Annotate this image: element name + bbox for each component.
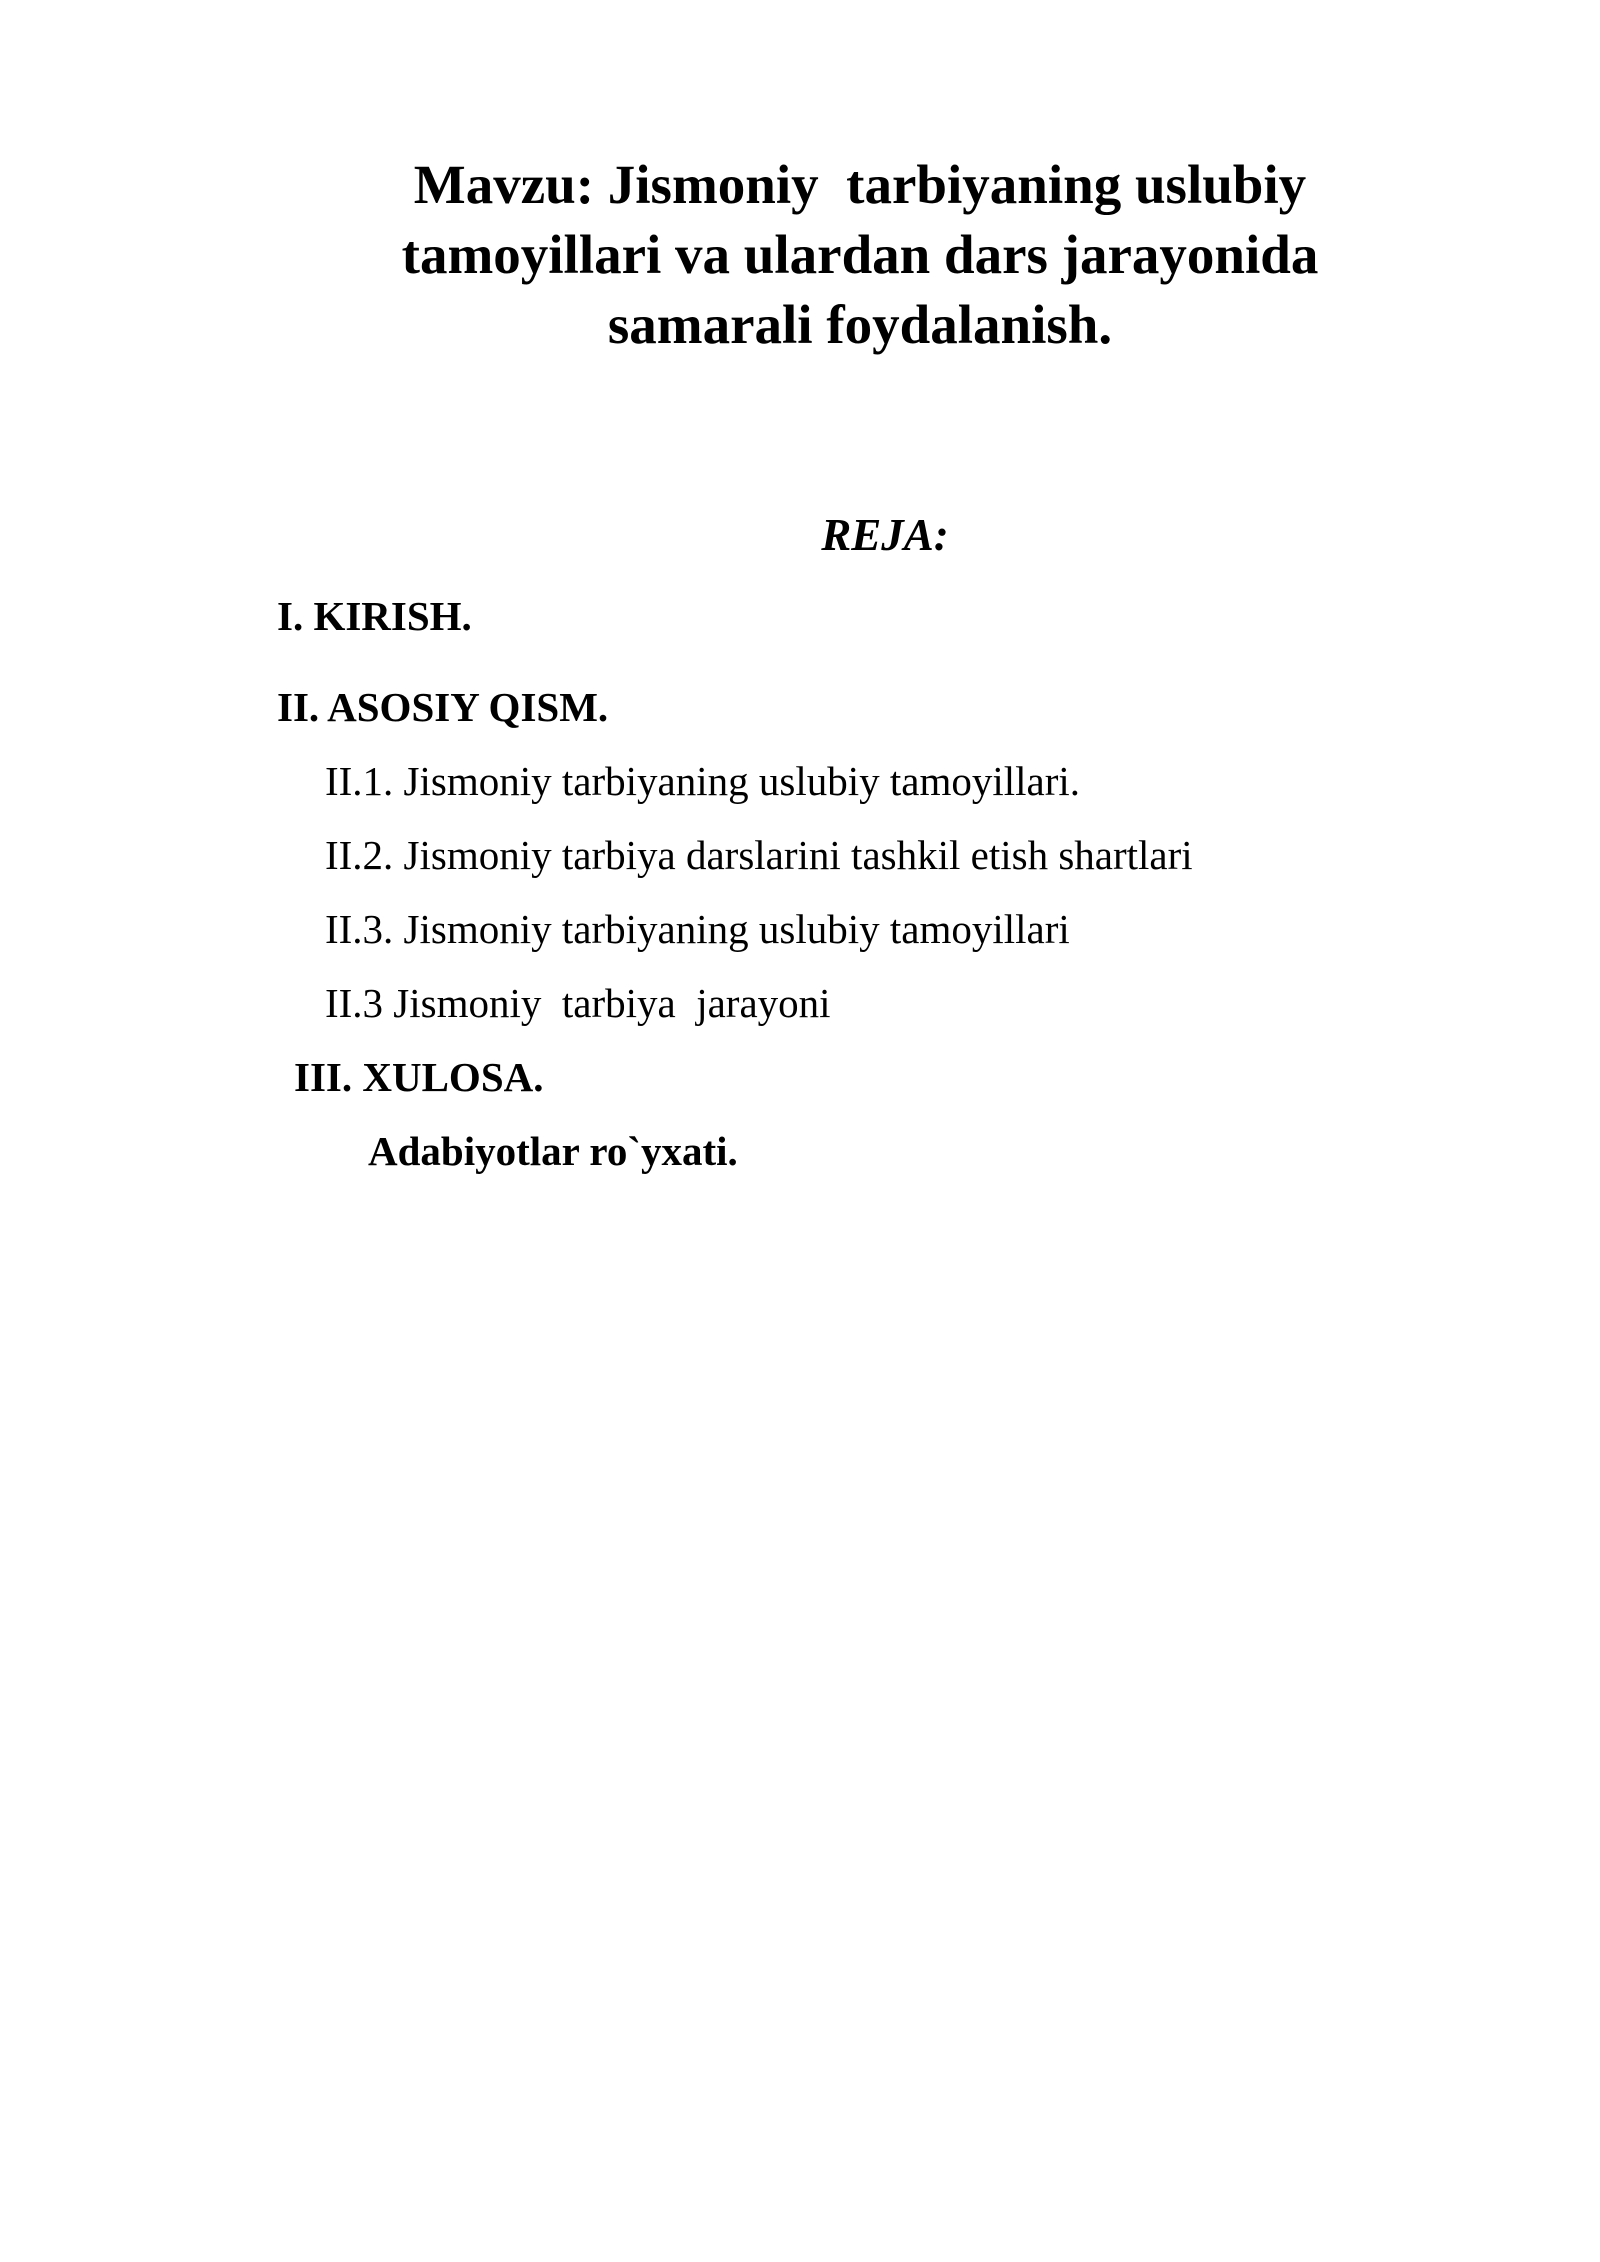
plan-subitem: II.3 Jismoniy tarbiya jarayoni [325,980,831,1026]
plan-subitem: II.3. Jismoniy tarbiyaning uslubiy tamoyillari [325,906,1070,952]
plan-item-main-part: II. ASOSIY QISM. [277,684,609,730]
plan-item-introduction: I. KIRISH. [277,593,472,639]
title-line: samarali foydalanish. [607,294,1113,355]
title-line: Mavzu: Jismoniy tarbiyaning uslubiy [413,154,1307,215]
plan-item-references: Adabiyotlar ro`yxati. [368,1128,738,1174]
plan-heading: REJA: [821,510,949,560]
plan-item-conclusion: III. XULOSA. [294,1054,544,1100]
title-line: tamoyillari va ulardan dars jarayonida [401,224,1319,285]
plan-subitem: II.1. Jismoniy tarbiyaning uslubiy tamoyillari. [325,758,1080,804]
plan-subitem: II.2. Jismoniy tarbiya darslarini tashkil etish shartlari [325,832,1193,878]
document-title [340,150,1380,360]
